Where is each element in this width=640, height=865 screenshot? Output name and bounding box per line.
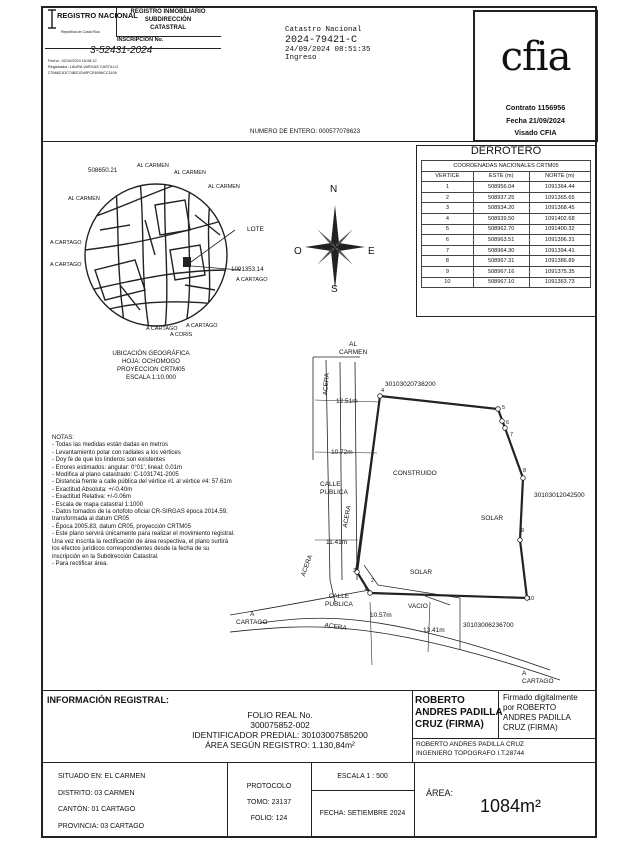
plan-construido: CONSTRUIDO [393, 470, 437, 477]
table-row: 4 508939.50 1091402.68 [422, 213, 591, 224]
plan-vacio: VACIO [408, 603, 428, 610]
map-street: AL CARMEN [208, 184, 240, 190]
plan-calle-publica: CALLE PUBLICA [325, 593, 353, 608]
map-street: A CARTAGO [50, 262, 82, 268]
plan-a-cartago: A CARTAGO [236, 611, 268, 626]
table-row: 7 508964.30 1091394.41 [422, 245, 591, 256]
stamp-divider-h2 [45, 48, 221, 49]
lote-label: LOTE [247, 226, 264, 233]
map-street: A CARTAGO [50, 240, 82, 246]
cfia-text: Contrato 1156956 Fecha 21/09/2024 Visado CFIA [505, 103, 566, 137]
table-row: 10 508967.10 1091363.73 [422, 277, 591, 288]
map-street: A CARTAGO [236, 277, 268, 283]
stamp-divider [116, 8, 222, 36]
dim-label: 13.41m [423, 627, 445, 634]
coord-top: 508650.21 [88, 167, 118, 174]
stamp-registrar: Registrador: LAURA VARGAS CASTILLO [48, 65, 119, 69]
col-header: ESTE (m) [473, 171, 529, 182]
plan-acera: ACERA [324, 622, 348, 633]
table-row: 6 508963.51 1091396.31 [422, 235, 591, 246]
compass-e: E [368, 246, 375, 257]
plan-acera: ACERA [342, 504, 353, 529]
entry-number: NUMERO DE ENTERO: 000577078623 [250, 128, 361, 135]
surveyor-name: ROBERTO ANDRES PADILLA CRUZ (FIRMA) [415, 695, 503, 730]
col-header: VERTICE [422, 171, 474, 182]
catastro-block: Catastro Nacional 2024-79421-C 24/09/2024 08:51:35 Ingreso [285, 26, 371, 62]
signature-hdivider [412, 738, 596, 739]
site-plan [230, 340, 560, 685]
parcel-top: 30103020738200 [385, 381, 436, 388]
compass-rose-icon [300, 195, 370, 295]
bottom-vdivider-3 [414, 762, 415, 838]
plan-acera: ACERA [300, 553, 315, 578]
table-row: 9 508967.16 1091375.35 [422, 266, 591, 277]
registry-logo-text: REGISTRO NACIONAL [57, 11, 138, 20]
registral-divider [43, 690, 596, 691]
table-row: 8 508967.31 1091386.89 [422, 256, 591, 267]
cfia-stamp [473, 10, 598, 142]
table-row: 2 508937.25 1091365.65 [422, 192, 591, 203]
notes-title: NOTAS: [52, 435, 74, 441]
vertex-label: 7 [510, 432, 514, 438]
registry-heading: REGISTRO INMOBILIARIO SUBDIRECCIÓN CATASTRAL [130, 9, 206, 31]
vertex-label: 9 [521, 528, 525, 534]
parcel-right: 30103012042500 [534, 492, 585, 499]
map-caption: UBICACIÓN GEOGRÁFICA HOJA: OCHOMOGO PROYECCION CRTM05 ESCALA 1:10.000 [112, 350, 190, 381]
derrotero-subtitle: COORDENADAS NACIONALES CRTM05 [422, 161, 591, 172]
protocolo-block: PROTOCOLO TOMO: 23137 FOLIO: 124 [246, 783, 292, 822]
vertex-label: 8 [523, 468, 527, 474]
digital-signature: Firmado digitalmente por ROBERTO ANDRES PADILLA CRUZ (FIRMA) [503, 693, 578, 732]
plan-a-cartago: A CARTAGO [522, 670, 554, 685]
plan-solar: SOLAR [410, 569, 433, 576]
cfia-logo: cfia [500, 34, 571, 80]
stamp-divider-h [116, 36, 221, 37]
vertex-label: 5 [502, 405, 506, 411]
registral-info: FOLIO REAL No. 300075852-002 IDENTIFICADOR PREDIAL: 30103007585200 ÁREA SEGÚN REGISTRO: 1.130,84m² [192, 710, 368, 750]
plan-al-carmen: AL CARMEN [339, 341, 368, 356]
map-street: A CORIS [170, 332, 193, 338]
compass-o: O [294, 246, 302, 257]
vertex-label: 2 [371, 578, 375, 584]
dim-label: 12.51m [336, 398, 358, 405]
derrotero-title: DERROTERO [470, 145, 542, 157]
location-info: SITUADO EN: EL CARMEN DISTRITO: 03 CARMEN CANTÓN: 01 CARTAGO PROVINCIA: 03 CARTAGO [58, 773, 146, 830]
vertex-label: 3 [353, 568, 357, 574]
vertex-label: 4 [381, 388, 385, 394]
area-value: 1084m² [480, 796, 542, 816]
registral-heading: INFORMACIÓN REGISTRAL: [47, 695, 169, 705]
lote-marker [183, 257, 191, 267]
dim-label: 10.57m [370, 612, 392, 619]
bottom-divider [43, 762, 596, 763]
map-street: AL CARMEN [174, 170, 206, 176]
fecha: FECHA: SETIEMBRE 2024 [319, 810, 406, 817]
col-header: NORTE (m) [529, 171, 590, 182]
escala: ESCALA 1 : 500 [337, 773, 388, 780]
plan-acera: ACERA [322, 372, 331, 396]
inscription-number: 3-52431-2024 [90, 45, 153, 56]
map-street: AL CARMEN [68, 196, 100, 202]
notes-block: NOTAS: - Todas las medidas están dadas en metros - Levantamiento polar con radiales a los vértices - Doy fe de que los linderos son existentes - Errores estimados: angular: 0°01', lineal: 0.01m - Modifica al plano catastrado: C-1031741-2005 - Distancia frente a calle pública del vértice #1 al vértice #4: 57.61m - Exactitud Absoluta: +/-0.40m - Exactitud Relativa: +/-0.06m - Escala de mapa catastral 1:1000 - Datos tomados de la ortofoto oficial CR-SIRGAS época 2014.59, transformada al datum CR05 - Época 2005.83, datum CR05, proyección CRTM05 - Este plano servirá únicamente para realizar el movimiento registral. Una vez inscrita la rectificación de área respectiva, el plano surtirá los efectos jurídicos correspondientes desde la fecha de su inscripción en la Subdirección Catastral. - Para rectificar área. [52, 435, 235, 567]
stamp-date: Fecha : 02/10/2024 16:08:12 [48, 59, 97, 63]
compass-s: S [331, 284, 338, 295]
stamp-hash: 27B6621DC74BE1D49FCE6096CC1106 [48, 71, 117, 75]
inscription-label: INSCRIPCIÓN No. [117, 37, 164, 43]
header-divider [43, 141, 596, 142]
map-street: A CARTAGO [186, 323, 218, 329]
parcel-bottom: 30103006236700 [463, 622, 514, 629]
map-street: AL CARMEN [137, 163, 169, 169]
plan-calle-publica: CALLE PUBLICA [320, 481, 348, 496]
derrotero-table [421, 160, 591, 288]
vertex-label: 1 [364, 586, 368, 592]
map-street: A CARTAGO [146, 326, 178, 332]
area-label: ÁREA: [426, 788, 454, 798]
registral-vdivider [412, 690, 413, 762]
location-map [45, 160, 285, 340]
bottom-hdivider [311, 790, 414, 791]
vertex-label: 10 [528, 596, 535, 602]
table-row: 5 508962.70 1091400.32 [422, 224, 591, 235]
plan-solar: SOLAR [481, 515, 504, 522]
coord-right: 1091353.14 [231, 266, 264, 273]
table-row: 3 508934.20 1091368.45 [422, 203, 591, 214]
table-row: 1 508956.04 1091364.44 [422, 182, 591, 193]
vertex-label: 6 [506, 420, 510, 426]
dim-label: 11.41m [326, 539, 348, 546]
dim-label: 10.72m [331, 449, 353, 456]
surveyor-title: ROBERTO ANDRES PADILLA CRUZ INGENIERO TOPOGRAFO I.T.28744 [416, 741, 525, 757]
compass-n: N [330, 184, 338, 195]
registry-logo-sub: República de Costa Rica [61, 30, 100, 34]
